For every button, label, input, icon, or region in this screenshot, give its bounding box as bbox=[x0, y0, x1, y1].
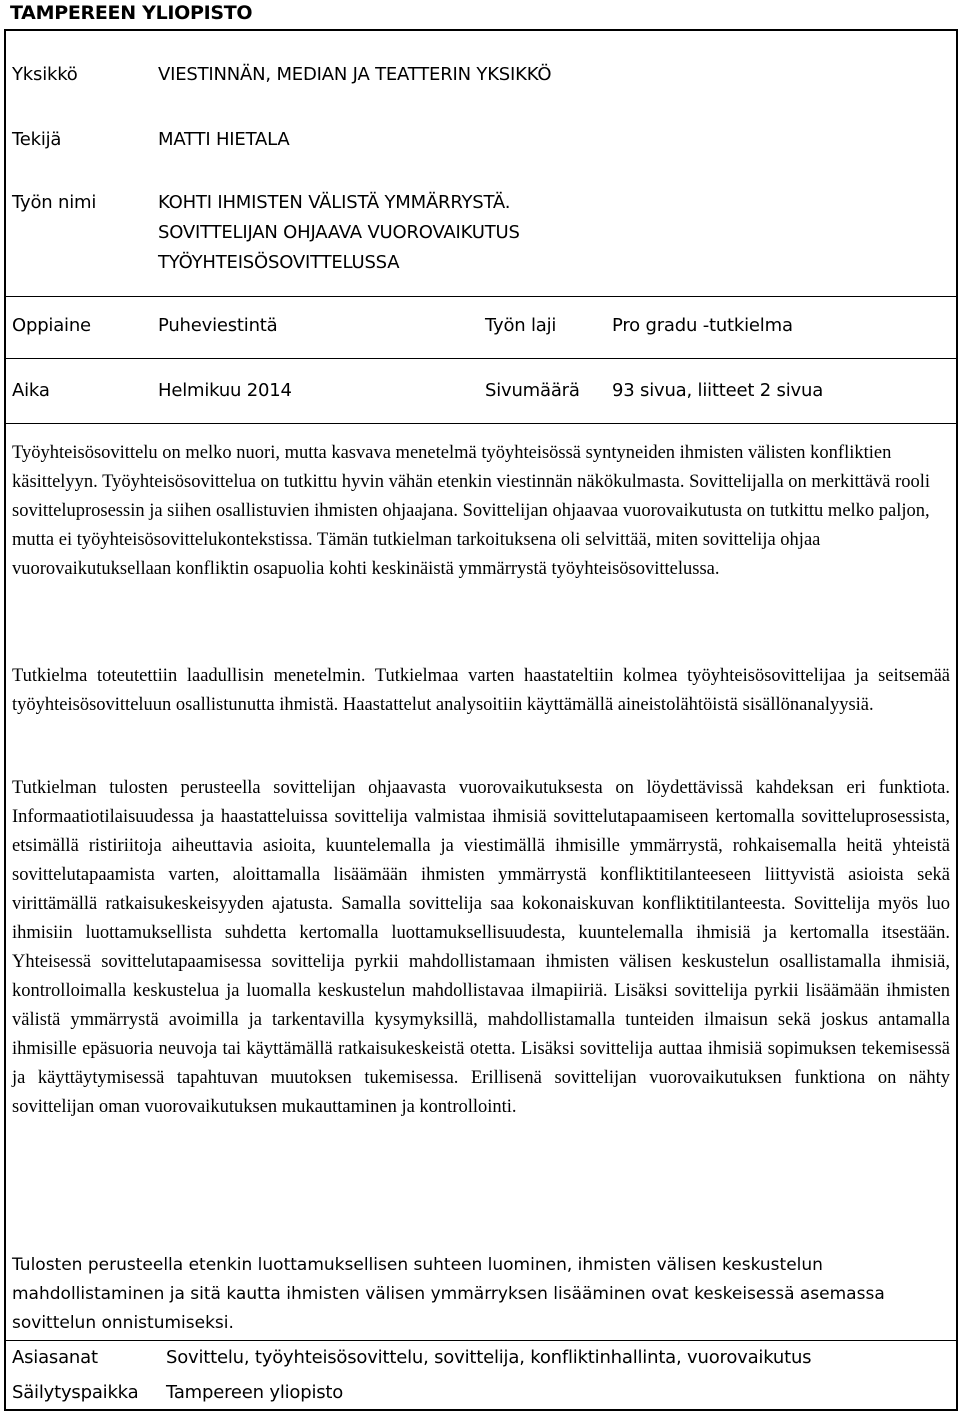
divider bbox=[4, 423, 958, 424]
divider bbox=[4, 358, 958, 359]
page-count-value: 93 sivua, liitteet 2 sivua bbox=[612, 380, 824, 401]
abstract-paragraph-4: Tulosten perusteella etenkin luottamuksellisen suhteen luominen, ihmisten välisen keskustelun mahdollistaminen ja sitä kautta ihmisten välisen ymmärryksen lisääminen ovat keskeisessä asemassa sovittelun onnistumiseksi. bbox=[12, 1255, 885, 1333]
date-value: Helmikuu 2014 bbox=[158, 380, 292, 401]
work-type-label: Työn laji bbox=[485, 315, 557, 336]
abstract-paragraph-3: Tutkielman tulosten perusteella sovittelijan ohjaavasta vuorovaikutuksesta on löydettävissä kahdeksan eri funktiota. Informaatiotilaisuudessa ja haastatteluissa sovittelija valmistaa ihmisiä sovittelutapaamiseen kertomalla sovitteluprosessista, etsimällä ristiriitoja aiheuttavia asioita, kuuntelemalla ja viestimällä ihmisille ymmärrystä, rohkaisemalla heitä yhteistä sovittelutapaamista varten, aloittamalla lisäämään ihmisten ymmärrystä konfliktitilanteeseen liittyvistä asioista sekä virittämällä ratkaisukeskeisyyden ajatusta. Samalla sovittelija saa kokonaiskuvan konfliktitilanteesta. Sovittelija myös luo ihmisiin luottamuksellista suhdetta kertomalla luottamuksellisuudesta, kuuntelemalla ihmisiä ja kertomalla itsestään. Yhteisessä sovittelutapaamisessa sovittelija pyrkii mahdollistamaan ihmisten välisen keskustelun osallistamalla ihmisiä, kontrolloimalla keskustelua ja luomalla keskustelun mahdollistavaa ilmapiiriä. Lisäksi sovittelija pyrkii lisäämään ihmisten välistä ymmärrystä avoimilla ja tarkentavilla kysymyksillä, mahdollistamalla tunteiden ilmaisun sekä joskus antamalla ihmisille epäsuoria neuvoja tai käyttämällä ratkaisukeskeistä otetta. Lisäksi sovittelija auttaa ihmisiä sopimuksen tekemisessä ja käyttäytymisessä tapahtuvan muutoksen tukemisessa. Erillisenä sovittelijan vuorovaikutuksen funktiona on nähty sovittelijan oman vuorovaikutuksen mukauttaminen ja kontrollointi. bbox=[12, 778, 950, 1117]
page-count-label: Sivumäärä bbox=[485, 380, 580, 401]
work-type-value: Pro gradu -tutkielma bbox=[612, 315, 793, 336]
storage-value: Tampereen yliopisto bbox=[166, 1382, 344, 1403]
university-title: TAMPEREEN YLIOPISTO bbox=[10, 2, 253, 24]
subject-label: Oppiaine bbox=[12, 315, 91, 336]
keywords-label: Asiasanat bbox=[12, 1347, 98, 1368]
author-label: Tekijä bbox=[12, 129, 62, 150]
author-value: MATTI HIETALA bbox=[158, 129, 290, 150]
unit-label: Yksikkö bbox=[12, 64, 78, 85]
keywords-value: Sovittelu, työyhteisösovittelu, sovittelija, konfliktinhallinta, vuorovaikutus bbox=[166, 1347, 812, 1368]
subject-value: Puheviestintä bbox=[158, 315, 278, 336]
divider bbox=[4, 1340, 958, 1341]
divider bbox=[4, 296, 958, 297]
unit-value: VIESTINNÄN, MEDIAN JA TEATTERIN YKSIKKÖ bbox=[158, 64, 552, 85]
abstract-paragraph-1: Työyhteisösovittelu on melko nuori, mutta kasvava menetelmä työyhteisössä syntyneiden ihmisten välisten konfliktien käsittelyyn. Työyhteisösovittelua on tutkittu hyvin vähän etenkin viestinnän näkökulmasta. Sovittelijalla on merkittävä rooli sovitteluprosessin ja siihen osallistuvien ihmisten ohjaajana. Sovittelijan ohjaavaa vuorovaikutusta on tutkittu melko paljon, mutta ei työyhteisösovittelukontekstissa. Tämän tutkielman tarkoituksena oli selvittää, miten sovittelija ohjaa vuorovaikutuksellaan konfliktin osapuolia kohti keskinäistä ymmärrystä työyhteisösovittelussa. bbox=[12, 443, 931, 579]
thesis-title-line-1: KOHTI IHMISTEN VÄLISTÄ YMMÄRRYSTÄ. bbox=[158, 192, 511, 213]
thesis-title-line-3: TYÖYHTEISÖSOVITTELUSSA bbox=[158, 252, 400, 273]
storage-label: Säilytyspaikka bbox=[12, 1382, 139, 1403]
title-label: Työn nimi bbox=[12, 192, 97, 213]
abstract-paragraph-2: Tutkielma toteutettiin laadullisin menetelmin. Tutkielmaa varten haastateltiin kolmea työyhteisösovittelijaa ja seitsemää työyhteisösovitteluun osallistunutta ihmistä. Haastattelut analysoitiin käyttämällä aineistolähtöistä sisällönanalyysiä. bbox=[12, 666, 950, 715]
thesis-title-line-2: SOVITTELIJAN OHJAAVA VUOROVAIKUTUS bbox=[158, 222, 520, 243]
date-label: Aika bbox=[12, 380, 50, 401]
